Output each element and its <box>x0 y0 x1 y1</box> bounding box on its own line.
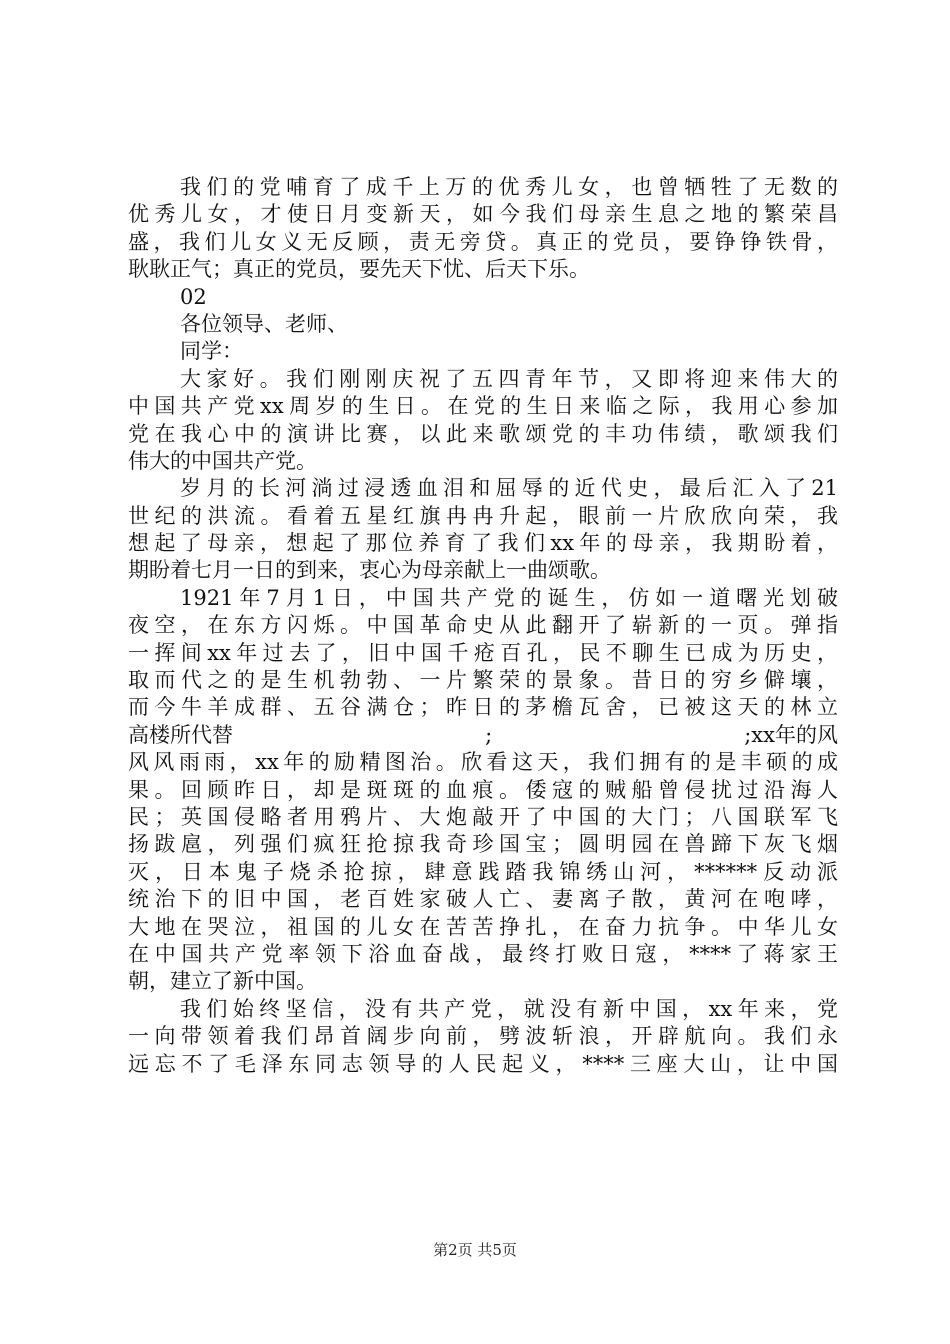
text-line: 扬跋扈，列强们疯狂抢掠我奇珍国宝；圆明园在兽蹄下灰飞烟 <box>128 832 838 857</box>
text-line: 盛，我们儿女义无反顾，责无旁贷。真正的党员，要铮铮铁骨， <box>128 229 838 254</box>
text-line: 一向带领着我们昂首阔步向前，劈波斩浪，开辟航向。我们永 <box>128 1024 838 1049</box>
text-line: 远忘不了毛泽东同志领导的人民起义，****三座大山，让中国 <box>128 1051 838 1076</box>
text-line: 民；英国侵略者用鸦片、大炮敲开了中国的大门；八国联军飞 <box>128 804 838 829</box>
text-line: 夜空，在东方闪烁。中国革命史从此翻开了崭新的一页。弹指 <box>128 613 838 638</box>
text-line: 统治下的旧中国，老百姓家破人亡、妻离子散，黄河在咆哮， <box>128 887 838 912</box>
text-line: 风风雨雨，xx年的励精图治。欣看这天，我们拥有的是丰硕的成 <box>128 750 838 775</box>
text-line: 想起了母亲，想起了那位养育了我们xx年的母亲，我期盼着， <box>128 531 838 556</box>
text-line: 耿耿正气；真正的党员，要先天下忧、后天下乐。 <box>128 257 590 282</box>
text-line: 果。回顾昨日，却是斑斑的血痕。倭寇的贼船曾侵扰过沿海人 <box>128 777 838 802</box>
text-line: 党在我心中的演讲比赛，以此来歌颂党的丰功伟绩，歌颂我们 <box>128 421 838 446</box>
text-line: 大家好。我们刚刚庆祝了五四青年节，又即将迎来伟大的 <box>180 366 838 391</box>
text-line <box>128 722 838 749</box>
text-line: 伟大的中国共产党。 <box>128 448 317 473</box>
text-line: 取而代之的是生机勃勃、一片繁荣的景象。昔日的穷乡僻壤， <box>128 668 838 693</box>
text-line: 一挥间xx年过去了，旧中国千疮百孔，民不聊生已成为历史， <box>128 640 838 665</box>
text-line: 岁月的长河淌过浸透血泪和屈辱的近代史，最后汇入了21 <box>180 476 838 501</box>
text-fragment: 高楼所代替 <box>128 722 233 747</box>
text-line: 大地在哭泣，祖国的儿女在苦苦挣扎，在奋力抗争。中华儿女 <box>128 914 838 939</box>
text-line: 同学： <box>180 339 243 364</box>
text-fragment: ; <box>485 722 493 747</box>
text-line: 世纪的洪流。看着五星红旗冉冉升起，眼前一片欣欣向荣，我 <box>128 503 838 528</box>
text-line: 在中国共产党率领下浴血奋战，最终打败日寇，****了蒋家王 <box>128 941 838 966</box>
text-line: 灭，日本鬼子烧杀抢掠，肆意践踏我锦绣山河，******反动派 <box>128 859 838 884</box>
text-line: 02 <box>180 284 207 309</box>
document-body <box>128 174 838 1078</box>
text-line: 优秀儿女，才使日月变新天，如今我们母亲生息之地的繁荣昌 <box>128 202 838 227</box>
page-footer: 第2页 共5页 <box>433 1241 517 1259</box>
text-line: 我们始终坚信，没有共产党，就没有新中国，xx年来，党 <box>180 996 838 1021</box>
text-line: 朝，建立了新中国。 <box>128 969 317 994</box>
text-line: 期盼着七月一日的到来，衷心为母亲献上一曲颂歌。 <box>128 558 611 583</box>
text-line: 1921年7月1日，中国共产党的诞生，仿如一道曙光划破 <box>180 585 838 610</box>
text-line: 中国共产党xx周岁的生日。在党的生日来临之际，我用心参加 <box>128 394 838 419</box>
text-line: 而今牛羊成群、五谷满仓；昨日的茅檐瓦舍，已被这天的林立 <box>128 695 838 720</box>
text-line: 各位领导、老师、 <box>180 311 348 336</box>
text-line: 我们的党哺育了成千上万的优秀儿女，也曾牺牲了无数的 <box>180 175 838 199</box>
text-fragment: ;xx年的风 <box>744 722 838 747</box>
